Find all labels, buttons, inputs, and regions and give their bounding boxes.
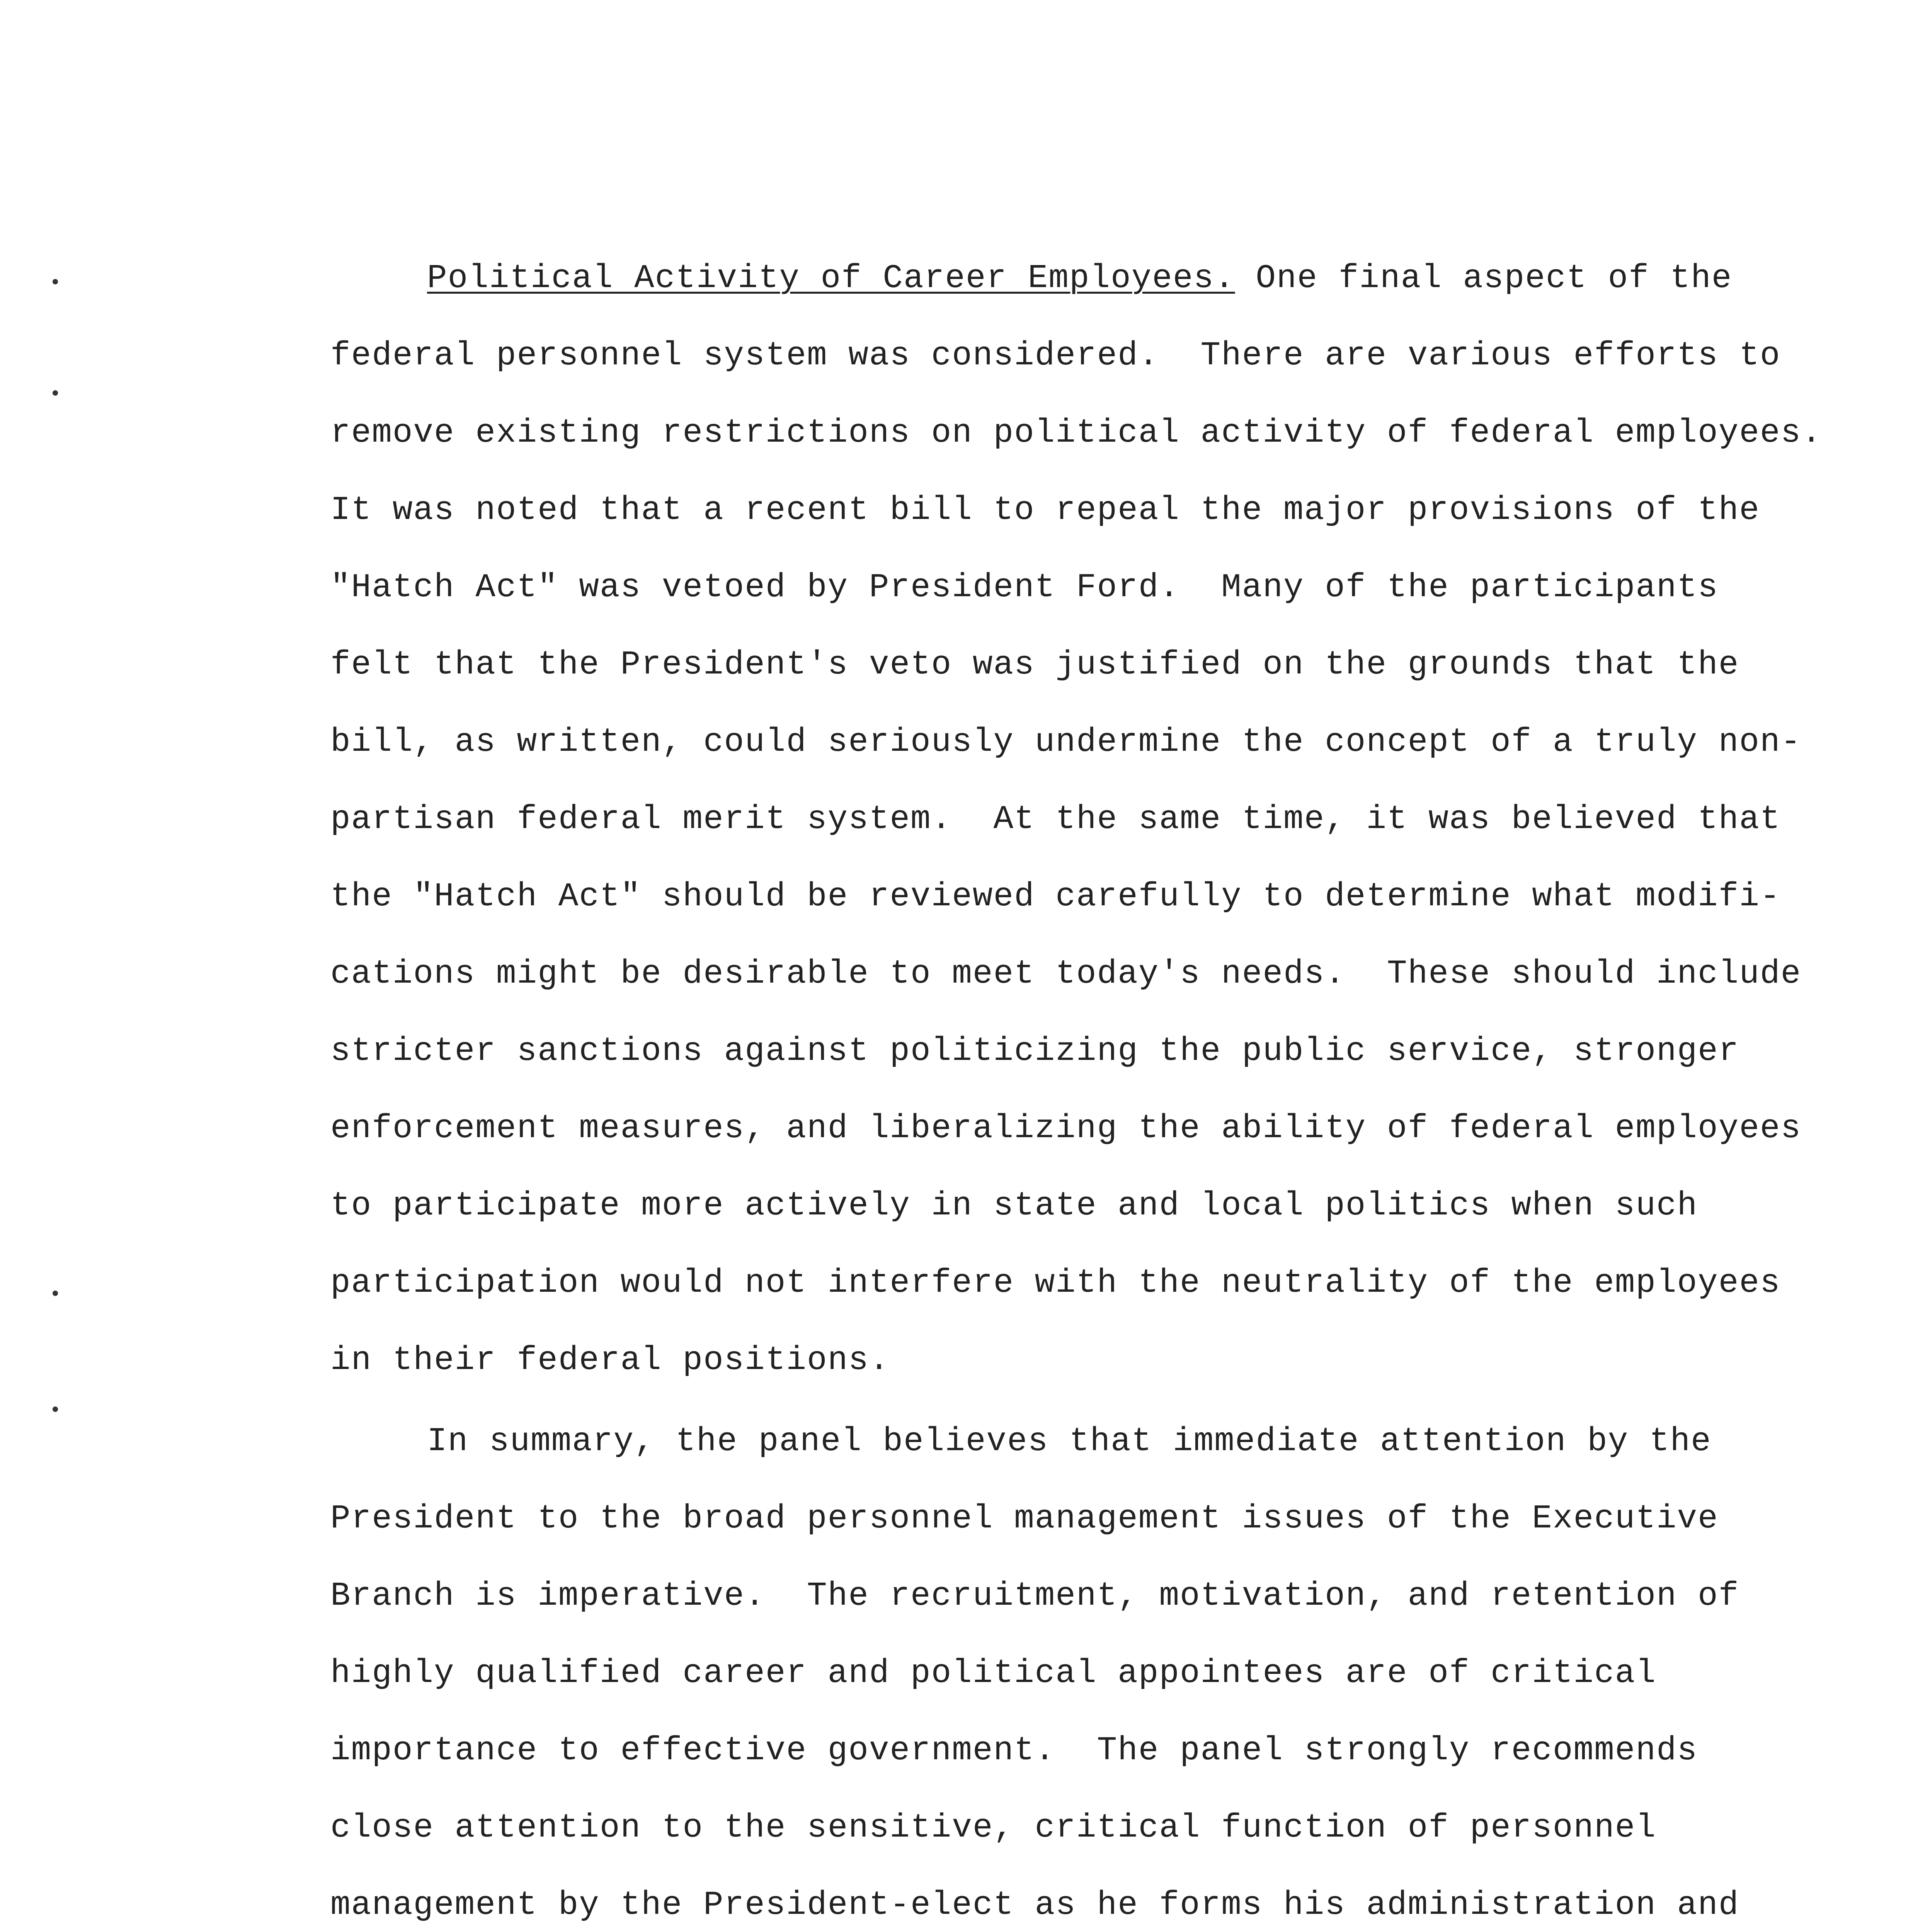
paragraph-line: President to the broad personnel management issues of the Executive: [330, 1500, 1719, 1537]
paragraph-line: to participate more actively in state and local politics when such: [330, 1187, 1698, 1225]
margin-mark: [53, 1291, 58, 1296]
paragraph-line: It was noted that a recent bill to repeal the major provisions of the: [330, 491, 1760, 529]
paragraph-line: Political Activity of Career Employees. One final aspect of the: [427, 259, 1733, 297]
paragraph-line: in their federal positions.: [330, 1341, 890, 1379]
margin-mark: [53, 390, 58, 396]
paragraph-line: enforcement measures, and liberalizing the ability of federal employees: [330, 1109, 1802, 1147]
paragraph-line: the "Hatch Act" should be reviewed carefully to determine what modifi-: [330, 878, 1781, 915]
paragraph-line: importance to effective government. The panel strongly recommends: [330, 1731, 1698, 1769]
paragraph-line: close attention to the sensitive, critical function of personnel: [330, 1809, 1656, 1847]
paragraph-line: In summary, the panel believes that immediate attention by the: [427, 1422, 1712, 1460]
paragraph-line: management by the President-elect as he forms his administration and: [330, 1886, 1739, 1924]
paragraph-line: felt that the President's veto was justified on the grounds that the: [330, 646, 1739, 684]
margin-mark: [53, 279, 58, 284]
paragraph-line: bill, as written, could seriously undermine the concept of a truly non-: [330, 723, 1802, 761]
paragraph-line: cations might be desirable to meet today's needs. These should include: [330, 955, 1802, 993]
paragraph-heading: Political Activity of Career Employees.: [427, 259, 1235, 297]
margin-mark: [53, 1406, 58, 1412]
paragraph-line: "Hatch Act" was vetoed by President Ford. Many of the participants: [330, 568, 1719, 606]
paragraph-line: stricter sanctions against politicizing the public service, stronger: [330, 1032, 1739, 1070]
paragraph-line: federal personnel system was considered. There are various efforts to: [330, 337, 1781, 374]
paragraph-line: highly qualified career and political appointees are of critical: [330, 1654, 1656, 1692]
paragraph-line: partisan federal merit system. At the same time, it was believed that: [330, 800, 1781, 838]
paragraph-line: remove existing restrictions on political activity of federal employees.: [330, 414, 1822, 452]
paragraph-line: participation would not interfere with the neutrality of the employees: [330, 1264, 1781, 1302]
paragraph-line: Branch is imperative. The recruitment, motivation, and retention of: [330, 1577, 1739, 1615]
